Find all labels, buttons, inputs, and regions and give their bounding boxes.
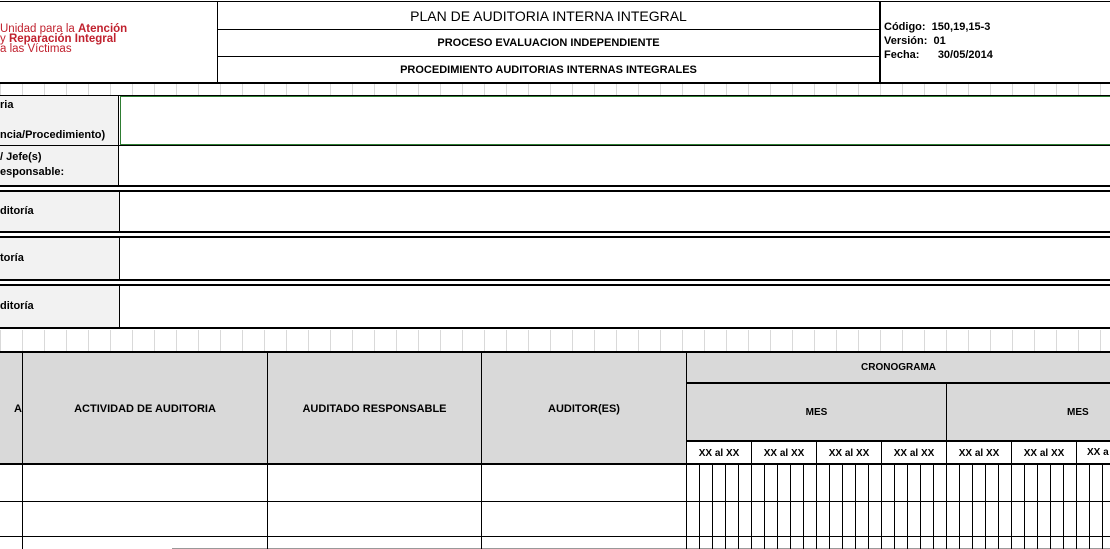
field-label-objective: ditoría <box>0 192 120 231</box>
field-input-criteria[interactable] <box>120 286 1110 327</box>
doc-process: PROCESO EVALUACION INDEPENDIENTE <box>437 37 660 49</box>
col-header-auditors: AUDITOR(ES) <box>482 353 686 464</box>
field-label-area: ria ncia/Procedimiento) <box>0 96 119 145</box>
field-label-scope: toría <box>0 238 120 279</box>
col-header-month-1: MES <box>687 384 946 440</box>
week-header: XX al XX <box>1023 447 1065 459</box>
schedule-day-grid[interactable] <box>687 465 1110 549</box>
field-label-responsible: / Jefe(s) esponsable: <box>0 146 119 185</box>
field-label-criteria: ditoría <box>0 286 120 327</box>
week-header: XX al XX <box>893 447 935 459</box>
field-input-objective[interactable] <box>120 192 1110 231</box>
col-header-schedule: CRONOGRAMA <box>687 353 1110 382</box>
col-header-first: A <box>0 353 22 464</box>
doc-meta: Código: 150,19,15-3 Versión: 01 Fecha: 30/05/2014 <box>884 21 993 61</box>
week-header: XX al XX <box>958 447 1000 459</box>
week-header: XX al XX <box>698 447 740 459</box>
activity-table <box>0 351 1110 549</box>
field-input-scope[interactable] <box>120 238 1110 279</box>
week-header: XX al XX <box>763 447 805 459</box>
field-input-responsible[interactable] <box>120 146 1110 185</box>
col-header-activity: ACTIVIDAD DE AUDITORIA <box>23 353 267 464</box>
doc-title: PLAN DE AUDITORIA INTERNA INTEGRAL <box>410 7 687 24</box>
week-header: XX al XX <box>828 447 870 459</box>
field-input-area[interactable] <box>120 96 1110 145</box>
col-header-audited: AUDITADO RESPONSABLE <box>268 353 481 464</box>
logo: Unidad para la Atención y Reparación Integral a las Víctimas <box>0 23 128 55</box>
col-header-month-2: MES <box>947 384 1110 440</box>
document-header <box>0 0 1110 84</box>
week-header: XX a <box>1087 447 1109 458</box>
doc-procedure: PROCEDIMIENTO AUDITORIAS INTERNAS INTEGRALES <box>400 63 697 76</box>
